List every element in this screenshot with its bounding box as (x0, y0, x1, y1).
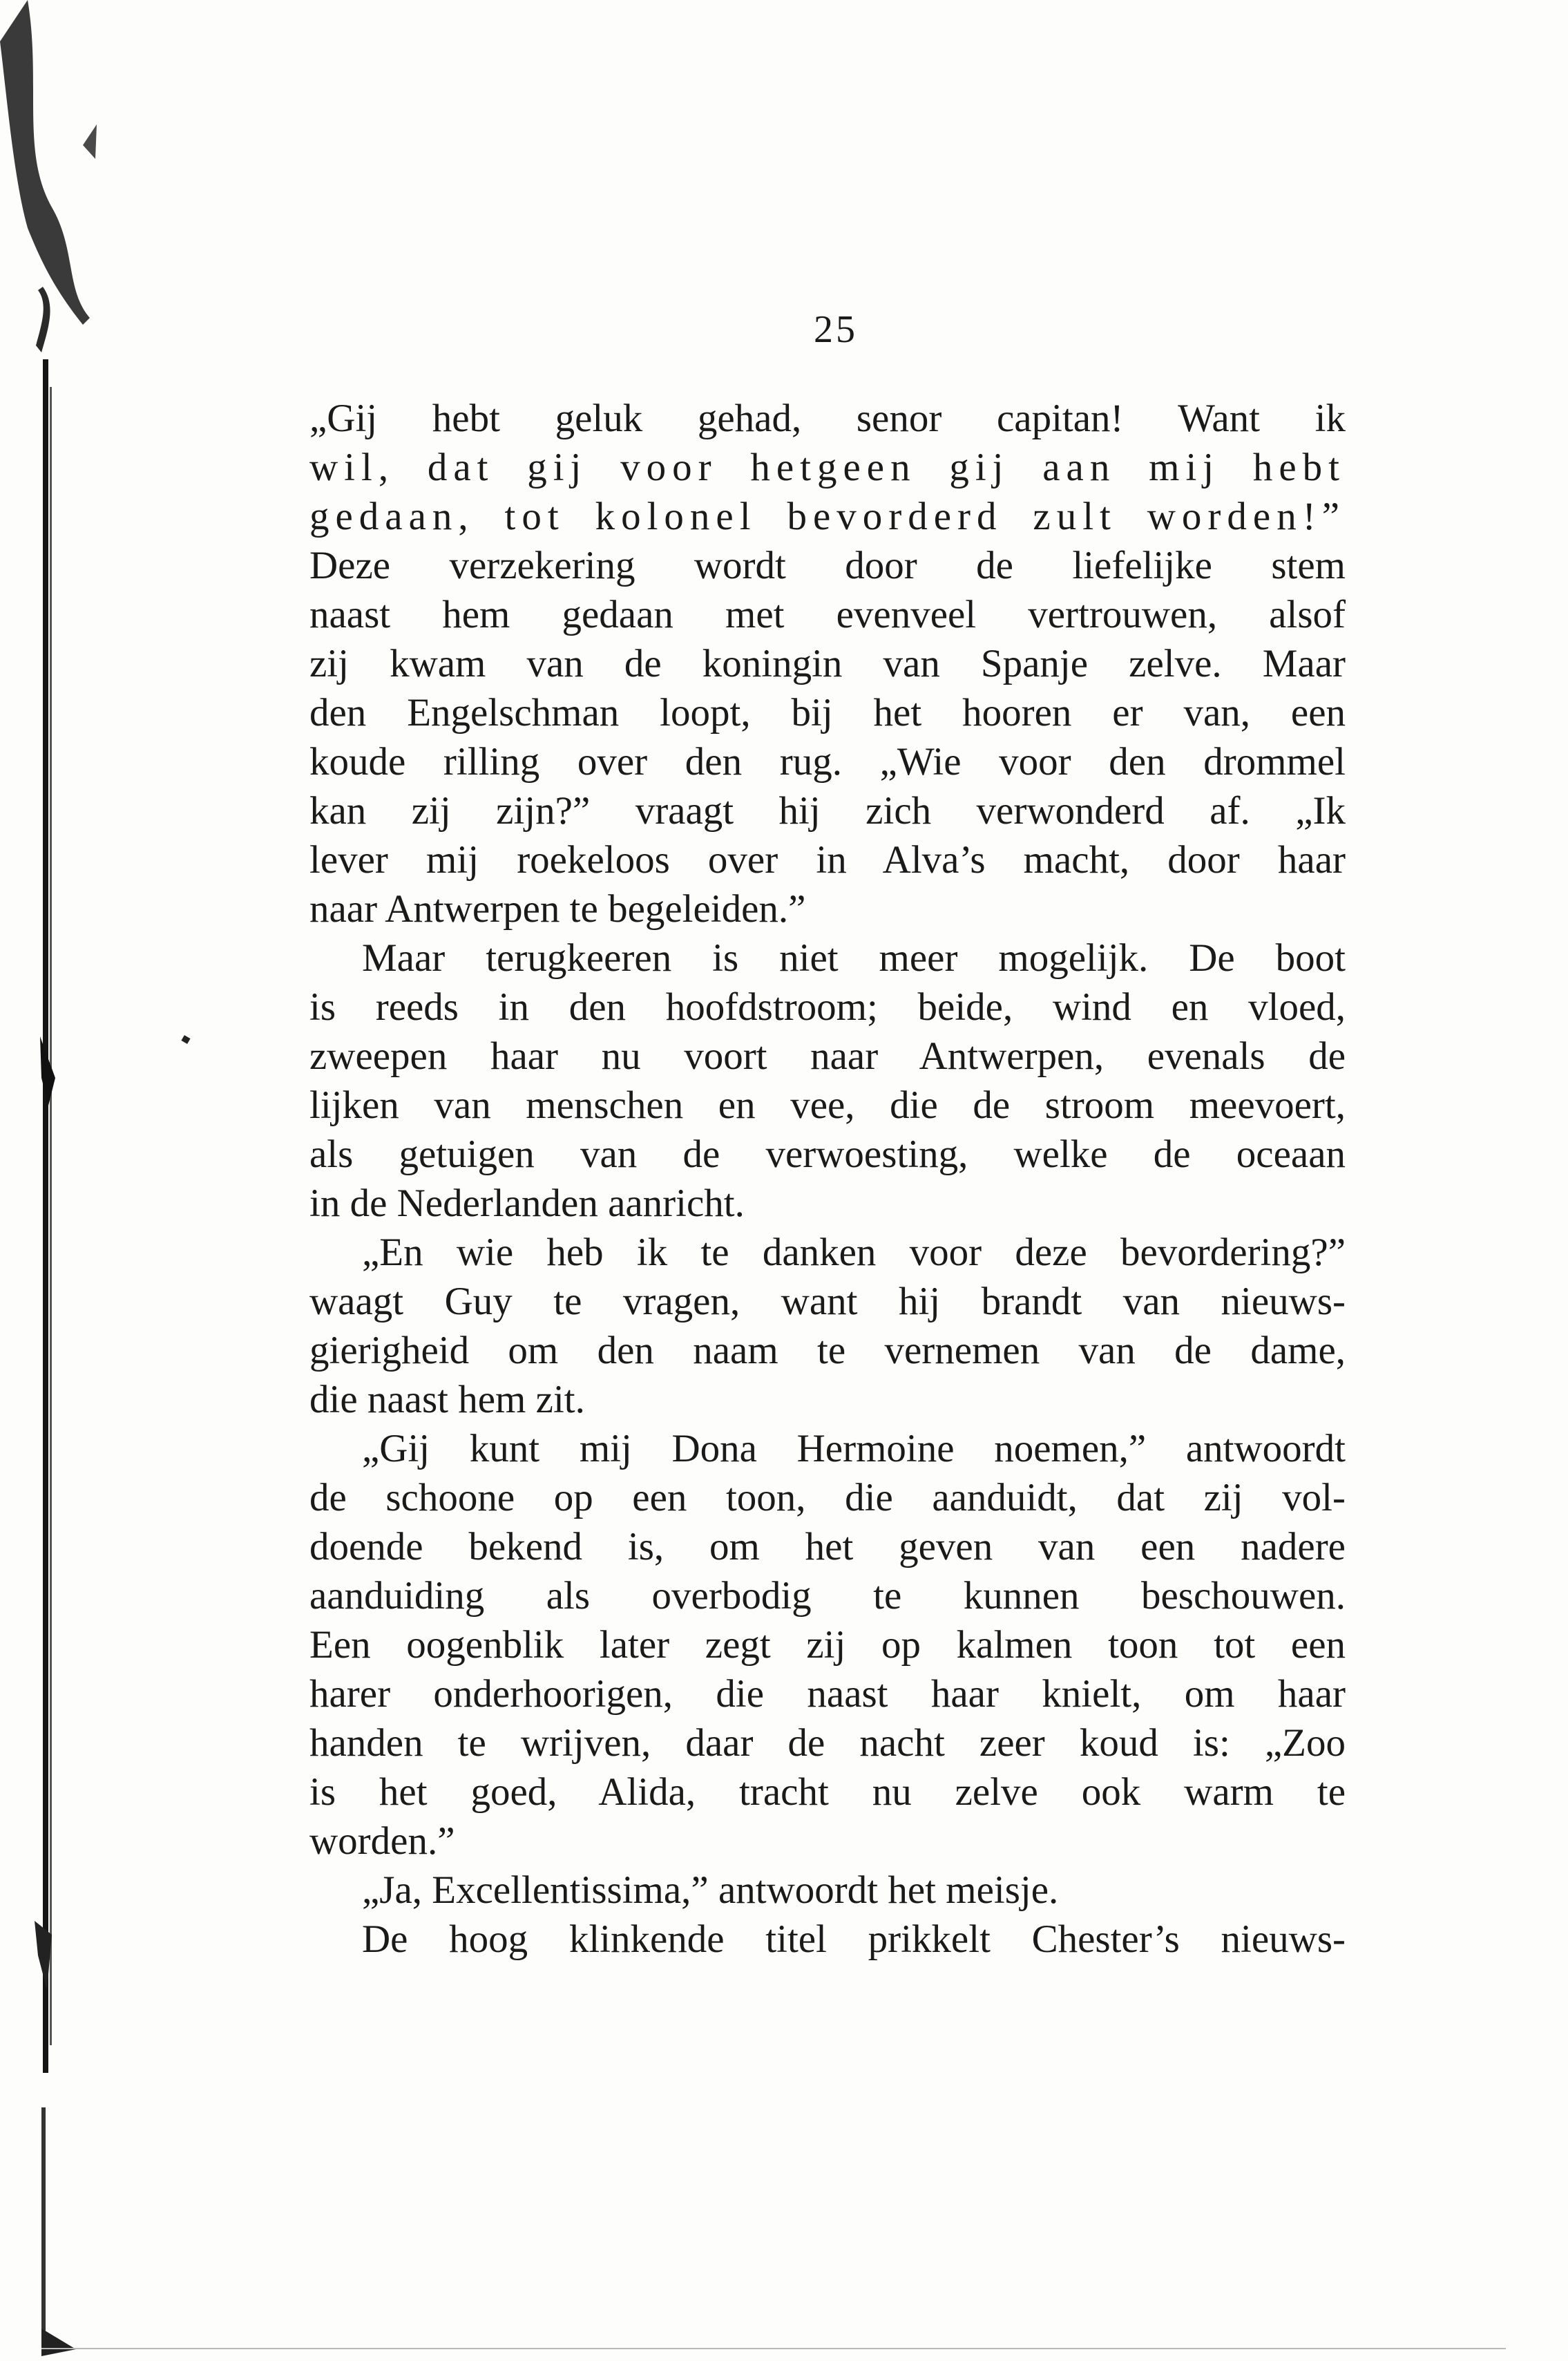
text-line: lijken van menschen en vee, die de stroom meevoert, (309, 1083, 1346, 1127)
text-line: is reeds in den hoofdstroom; beide, wind en vloed, (309, 985, 1346, 1029)
binding-edge (0, 0, 97, 2361)
text-line: zij kwam van de koningin van Spanje zelve. Maar (309, 642, 1346, 685)
text-line: „Ja, Excellentissima,” antwoordt het meisje. (362, 1868, 1059, 1912)
text-line: in de Nederlanden aanricht. (309, 1182, 745, 1225)
ink-speck (181, 1035, 190, 1044)
text-line: gedaan, tot kolonel bevorderd zult worden!” (309, 495, 1346, 538)
text-line: „Gij hebt geluk gehad, senor capitan! Want ik (309, 397, 1346, 440)
text-line: de schoone op een toon, die aanduidt, dat zij vol- (309, 1476, 1346, 1519)
text-line: is het goed, Alida, tracht nu zelve ook warm te (309, 1770, 1346, 1814)
text-line: „En wie heb ik te danken voor deze bevordering?” (362, 1231, 1346, 1274)
text-line: De hoog klinkende titel prikkelt Chester’s nieuws- (362, 1917, 1346, 1961)
text-line: naar Antwerpen te begeleiden.” (309, 887, 806, 931)
text-line: kan zij zijn?” vraagt hij zich verwonderd af. „Ik (309, 789, 1346, 833)
text-line: zweepen haar nu voort naar Antwerpen, evenals de (309, 1034, 1346, 1078)
text-line: als getuigen van de verwoesting, welke de oceaan (309, 1132, 1346, 1176)
text-line: gierigheid om den naam te vernemen van de dame, (309, 1329, 1346, 1372)
text-line: Maar terugkeeren is niet meer mogelijk. De boot (362, 936, 1346, 980)
text-line: den Engelschman loopt, bij het hooren er van, een (309, 691, 1346, 734)
text-line: koude rilling over den rug. „Wie voor den drommel (309, 740, 1346, 784)
text-line: handen te wrijven, daar de nacht zeer koud is: „Zoo (309, 1721, 1346, 1765)
text-line: lever mij roekeloos over in Alva’s macht, door haar (309, 838, 1346, 882)
text-line: aanduiding als overbodig te kunnen beschouwen. (309, 1574, 1346, 1618)
page-number: 25 (814, 308, 858, 351)
text-line: „Gij kunt mij Dona Hermoine noemen,” antwoordt (362, 1427, 1346, 1470)
body-text (309, 394, 1346, 1964)
text-line: wil, dat gij voor hetgeen gij aan mij hebt (309, 446, 1346, 489)
text-line: worden.” (309, 1819, 455, 1863)
text-line: waagt Guy te vragen, want hij brandt van nieuws- (309, 1280, 1346, 1323)
text-line: Een oogenblik later zegt zij op kalmen toon tot een (309, 1623, 1346, 1667)
text-line: naast hem gedaan met evenveel vertrouwen, alsof (309, 593, 1346, 636)
text-line: Deze verzekering wordt door de liefelijke stem (309, 544, 1346, 587)
bottom-edge-rule (41, 2348, 1506, 2349)
text-line: doende bekend is, om het geven van een nadere (309, 1525, 1346, 1568)
text-line: die naast hem zit. (309, 1378, 585, 1421)
text-line: harer onderhoorigen, die naast haar knielt, om haar (309, 1672, 1346, 1716)
